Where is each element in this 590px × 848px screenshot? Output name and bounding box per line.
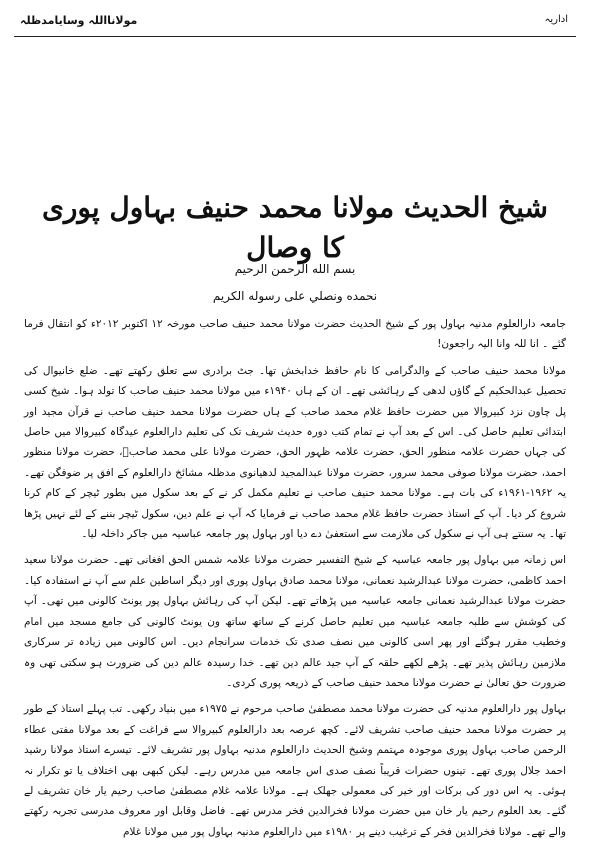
article-title: شیخ الحدیث مولانا محمد حنیف بہاول پوری کا وصال xyxy=(41,191,549,264)
paragraph: مولانا محمد حنیف صاحب کے والدگرامی کا نام حافظ خدابخش تھا۔ جٹ برادری سے تعلق رکھتے تھے۔ ضلع خانیوال کی تحصیل عبدالحکیم کے گاؤں لدھی کے رہائشی تھے۔ ان کے ہاں ۱۹۴۰ء میں مولانا محمد حنیف صاحب کا تولد ہوا۔ شیخ کسی پل چاون نزد کبیروالا میں حضرت حافظ غلام محمد صاحب کے ہاں حضرت مولانا محمد حنیف صاحب نے قرآن مجید اور ابتدائی تعلیم حاصل کی۔ اس کے بعد آپ نے تمام کتب دورہ حدیث شریف تک کی تعلیم دارالعلوم عیدگاہ کبیروالا میں حاصل کی جہاں حضرت علامہ منظور الحق، حضرت علامہ ظہور الحق، حضرت مولانا علی محمد صاحبؒ، حضرت مولانا منظور احمد، حضرت مولانا صوفی محمد سرور، حضرت مولانا عبدالمجید لدھیانوی مدظلہ مشائخ دارالعلوم کے افق پر ضوفگن تھے۔ یہ ۱۹۶۲-۱۹۶۱ء کی بات ہے۔ مولانا محمد حنیف صاحب نے تعلیم مکمل کر نے کے بعد سکول میں بطور ٹیچر کے کام کرنا شروع کر دیا۔ آپ کے استاذ حضرت حافظ غلام محمد صاحب نے فرمایا کہ آپ نے علم دین، سکول ٹیچر بننے کے لئے نہیں پڑھا تھا۔ یہ سنتے ہی آپ نے سکول کی ملازمت سے استعفیٰ دے دیا اور بہاول پور جامعہ عباسیہ میں جاکر داخلہ لیا۔ xyxy=(24,364,567,541)
hamd-line: نحمده ونصلي على رسوله الكريم xyxy=(212,289,378,303)
author-name: مولانااللہ وسایامدظلہ xyxy=(20,14,138,27)
section-label: اداریہ xyxy=(544,14,568,25)
bismillah-line: بسم الله الرحمن الرحيم xyxy=(234,262,356,276)
paragraph: بہاول پور دارالعلوم مدنیہ کی حضرت مولانا محمد مصطفیٰ صاحب مرحوم نے ۱۹۷۵ء میں بنیاد رکھی۔ تب پہلے استاذ کے طور پر حضرت مولانا محمد حنیف صاحب تشریف لائے۔ کچھ عرصہ بعد دارالعلوم کبیروالا سے فراغت کے بعد مولانا مفتی عطاء الرحمن صاحب بہاول پوری موجودہ مہتمم وشیخ الحدیث دارالعلوم مدنیہ بہاول پور تشریف لائے۔ تیسرے استاذ مولانا رشید احمد جلال پوری تھے۔ تینوں حضرات قریباً نصف صدی اس جامعہ میں مدرس رہے۔ لیکن کبھی بھی اختلاف یا تو تکرار نہ ہوئی۔ یہ اس دور کی برکات اور خیر کی معمولی جھلک ہے۔ مولانا علامہ غلام مصطفیٰ صاحب رحیم یار خان تشریف لے گئے۔ بعد العلوم رحیم یار خان میں حضرت مولانا فخرالدین فخر مدرس تھے۔ فاضل وقابل اور معروف مدرسی تجربہ رکھتے والے تھے۔ مولانا فخرالدین فخر کے ترغیب دینے پر ۱۹۸۰ء میں دارالعلوم مدنیہ بہاول پور میں مولانا غلام xyxy=(24,703,567,838)
paragraph: جامعہ دارالعلوم مدنیہ بہاول پور کے شیخ الحدیث حضرت مولانا محمد حنیف صاحب مورخہ ۱۲ اکتوبر ۲۰۱۲ء کو انتقال فرما گئے ۔ انا للہ وانا الیہ راجعون! xyxy=(24,318,566,351)
article-body xyxy=(24,314,566,848)
paragraph: اس زمانہ میں بہاول پور جامعہ عباسیہ کے شیخ التفسیر حضرت مولانا علامہ شمس الحق افغانی تھے۔ حضرت مولانا سعید احمد کاظمی، حضرت مولانا عبدالرشید نعمانی، مولانا محمد صادق بہاول پوری اور دیگر اساطین علم سے آپ نے استفادہ کیا۔ حضرت مولانا عبدالرشید نعمانی جامعہ عباسیہ میں پڑھاتے تھے۔ لیکن آپ کی رہائش بہاول پور یونٹ کالونی میں تھی۔ آپ کی کوشش سے طلبہ جامعہ عباسیہ میں تعلیم حاصل کرنے کے ساتھ ساتھ ون یونٹ کالونی کی جامع مسجد میں امام وخطیب مقرر ہوگئے اور پھر اسی کالونی میں نصف صدی تک خدمات سرانجام دیں۔ اس کالونی میں زیادہ تر سرکاری ملازمین رہائش پذیر تھے۔ پڑھے لکھے حلقہ کے آپ جید عالم دین تھے۔ خدا رسیدہ عالم دین کی ضرورت ہو سکتی تھی وہ ضرورت حق تعالیٰ نے حضرت مولانا محمد حنیف صاحب کے ذریعہ پوری کردی۔ xyxy=(24,554,566,689)
header-divider xyxy=(14,36,576,37)
